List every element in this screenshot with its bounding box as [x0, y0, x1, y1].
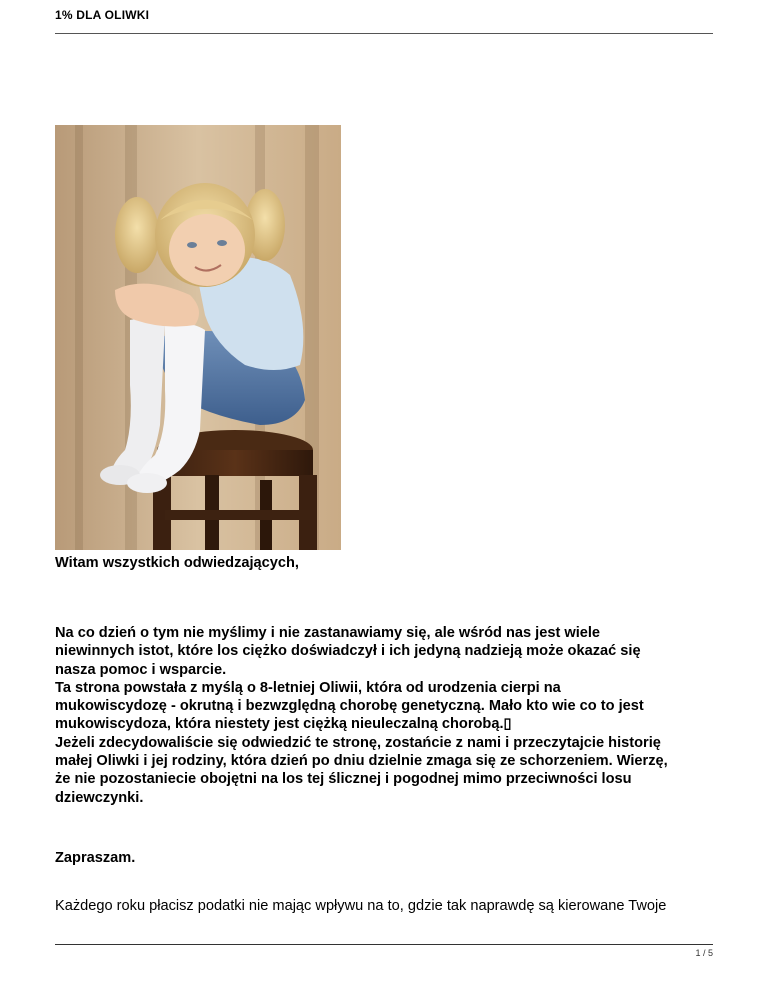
- document-header-title: 1% DLA OLIWKI: [55, 8, 150, 22]
- paragraph-line: dziewczynki.: [55, 789, 144, 806]
- photo-girl-on-stool: [55, 125, 341, 550]
- paragraph-line: mukowiscydoza, która niestety jest ciężką nieuleczalną chorobą.▯: [55, 716, 512, 733]
- intro-paragraph: [55, 624, 715, 807]
- paragraph-line: Jeżeli zdecydowaliście się odwiedzić te stronę, zostańcie z nami i przeczytajcie historię: [55, 734, 661, 751]
- paragraph-line: Ta strona powstała z myślą o 8-letniej Oliwii, która od urodzenia cierpi na: [55, 679, 561, 696]
- greeting-text: Witam wszystkich odwiedzających,: [55, 555, 299, 571]
- paragraph-line: niewinnych istot, które los ciężko doświadczył i ich jedyną nadzieją może okazać się: [55, 643, 641, 660]
- footer-divider: [55, 944, 713, 945]
- paragraph-line: małej Oliwki i jej rodziny, która dzień po dniu dzielnie zmaga się ze schorzeniem. Wierzę,: [55, 753, 668, 770]
- invite-text: Zapraszam.: [55, 850, 136, 866]
- page-number: 1 / 5: [695, 948, 713, 958]
- paragraph-line: Na co dzień o tym nie myślimy i nie zastanawiamy się, ale wśród nas jest wiele: [55, 625, 601, 641]
- paragraph-line: nasza pomoc i wsparcie.: [55, 661, 227, 678]
- tax-paragraph: Każdego roku płacisz podatki nie mając wpływu na to, gdzie tak naprawdę są kierowane Twoje: [55, 898, 667, 914]
- paragraph-line: mukowiscydozę - okrutną i bezwzględną chorobę genetyczną. Mało kto wie co to jest: [55, 698, 644, 715]
- header-divider: [55, 33, 713, 34]
- paragraph-line: że nie pozostaniecie obojętni na los tej ślicznej i pogodnej mimo przeciwności losu: [55, 771, 632, 788]
